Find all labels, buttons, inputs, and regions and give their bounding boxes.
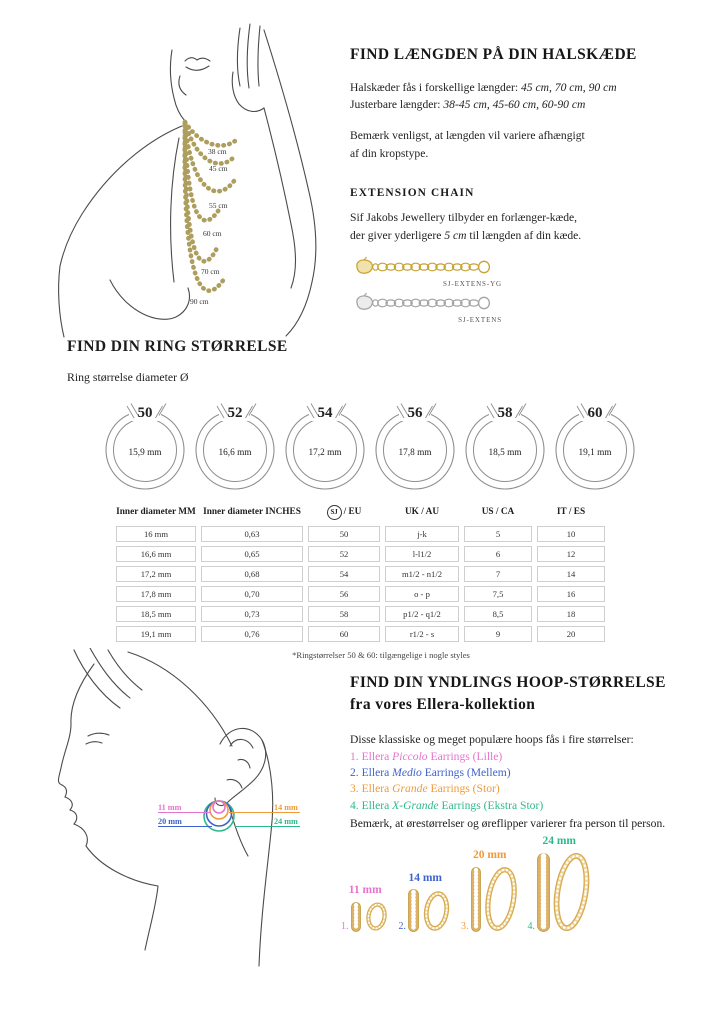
ring-size-diagram — [462, 394, 548, 492]
hoop-front-view — [483, 866, 519, 932]
hoop-front-view — [552, 852, 591, 932]
ring-inner-diameter: 18,5 mm — [488, 448, 522, 458]
hoop-side-view — [471, 867, 481, 932]
table-cell: 8,5 — [464, 606, 532, 622]
table-cell: 54 — [308, 566, 380, 582]
hoop-size-label: 11 mm — [158, 803, 182, 812]
table-cell: 12 — [537, 546, 605, 562]
hoop-title-line2: fra vores Ellera-kollektion — [350, 695, 536, 713]
table-cell: 0,68 — [201, 566, 303, 582]
table-cell: 14 — [537, 566, 605, 582]
hoop-products-row — [341, 828, 591, 932]
ring-size-number: 60 — [587, 405, 603, 421]
ring-size-number: 52 — [227, 405, 243, 421]
necklace-title: FIND LÆNGDEN PÅ DIN HALSKÆDE — [350, 46, 637, 63]
table-cell: 0,63 — [201, 526, 303, 542]
hoop-product-group — [399, 872, 453, 932]
hoop-size-label: 14 mm — [274, 803, 298, 812]
hoop-product-group — [461, 849, 519, 932]
hoop-product-size-label: 11 mm — [348, 884, 382, 896]
hoop-side-view — [408, 889, 419, 932]
table-cell: 0,76 — [201, 626, 303, 642]
table-cell: 0,70 — [201, 586, 303, 602]
necklace-length-label: 45 cm — [209, 164, 228, 173]
avail-label: Halskæder fås i forskellige længder: — [350, 80, 521, 94]
necklace-note — [350, 127, 695, 162]
ring-inner-diameter: 15,9 mm — [128, 448, 162, 458]
hoop-product-group — [528, 835, 592, 932]
ring-inner-diameter: 17,2 mm — [308, 448, 342, 458]
hoop-side-view — [537, 853, 550, 932]
adjust-values: 38-45 cm, 45-60 cm, 60-90 cm — [443, 98, 586, 112]
hoop-collection-item: 1. Ellera Piccolo Earrings (Lille) — [350, 749, 503, 763]
table-cell: 56 — [308, 586, 380, 602]
table-cell: 18,5 mm — [116, 606, 196, 622]
table-cell: 16 — [537, 586, 605, 602]
silver-chain-sku: SJ-EXTENS — [458, 316, 502, 325]
hoop-product-size-label: 14 mm — [408, 872, 443, 884]
extension-chain-title: EXTENSION CHAIN — [350, 187, 475, 200]
table-cell: 58 — [308, 606, 380, 622]
hoop-product-number: 2. — [398, 921, 406, 932]
necklace-length-label: 55 cm — [209, 201, 228, 210]
table-cell: p1/2 - q1/2 — [385, 606, 459, 622]
col-header-inches: Inner diameter INCHES — [203, 507, 301, 517]
ring-section-subtitle: Ring størrelse diameter Ø — [67, 370, 189, 384]
hoop-front-view — [421, 890, 452, 932]
table-cell: 9 — [464, 626, 532, 642]
necklace-section-text — [350, 44, 695, 324]
ring-size-diagram — [102, 394, 188, 492]
ring-table-footnote: *Ringstørrelser 50 & 60: tilgængelige i nogle styles — [292, 650, 470, 660]
table-cell: 7 — [464, 566, 532, 582]
table-cell: 6 — [464, 546, 532, 562]
extension-line1: Sif Jakobs Jewellery tilbyder en forlænger-kæde, — [350, 211, 578, 225]
hoop-product-group — [341, 884, 390, 932]
sj-eu-text: / EU — [343, 507, 362, 517]
hoop-product-images — [341, 901, 390, 932]
ring-size-number: 54 — [317, 405, 333, 421]
hoop-size-circle — [213, 801, 225, 813]
col-header-us-ca: US / CA — [481, 507, 515, 517]
ring-size-number: 56 — [407, 405, 423, 421]
sj-logo-badge: SJ — [327, 505, 342, 520]
lobster-clasp — [357, 260, 373, 273]
hoop-size-circle — [210, 801, 228, 819]
hoop-section-text — [350, 672, 712, 833]
hoop-size-list — [350, 749, 712, 814]
col-header-mm: Inner diameter MM — [116, 507, 196, 517]
table-cell: 5 — [464, 526, 532, 542]
hoop-product-size-label: 20 mm — [472, 849, 507, 861]
table-cell: 60 — [308, 626, 380, 642]
end-ring — [479, 298, 490, 309]
table-cell: 52 — [308, 546, 380, 562]
extension-line2-pre: der giver yderligere — [350, 228, 445, 242]
table-cell: 7,5 — [464, 586, 532, 602]
ring-inner-diameter: 19,1 mm — [578, 448, 612, 458]
hoop-size-label: 24 mm — [274, 817, 298, 826]
ring-size-number: 58 — [497, 405, 513, 421]
necklace-length-label: 70 cm — [201, 267, 220, 276]
hoop-size-circles — [158, 801, 300, 831]
table-cell: r1/2 - s — [385, 626, 459, 642]
hoop-collection-item: 4. Ellera X-Grande Earrings (Ekstra Stor) — [350, 798, 544, 812]
note-line2: af din kropstype. — [350, 146, 429, 160]
hoop-ear-illustration — [52, 648, 352, 973]
table-cell: m1/2 - n1/2 — [385, 566, 459, 582]
extension-line2-post: til længden af din kæde. — [466, 228, 582, 242]
ring-size-table-wrap — [116, 502, 608, 660]
avail-values: 45 cm, 70 cm, 90 cm — [520, 80, 617, 94]
ring-inner-diameter: 17,8 mm — [398, 448, 432, 458]
table-cell: 50 — [308, 526, 380, 542]
hoop-size-label: 20 mm — [158, 817, 182, 826]
hoop-product-images — [528, 852, 592, 932]
ring-inner-diameter: 16,6 mm — [218, 448, 252, 458]
col-header-uk-au: UK / AU — [404, 507, 440, 517]
table-cell: j-k — [385, 526, 459, 542]
ring-size-diagram — [192, 394, 278, 492]
gold-extension-chain-image — [350, 255, 491, 279]
ring-size-diagram — [372, 394, 458, 492]
table-cell: l-l1/2 — [385, 546, 459, 562]
table-cell: 19,1 mm — [116, 626, 196, 642]
table-cell: 16,6 mm — [116, 546, 196, 562]
hoop-product-number: 3. — [461, 921, 469, 932]
adjust-label: Justerbare længder: — [350, 98, 444, 112]
woman-outline — [59, 24, 316, 337]
ring-size-diagram — [552, 394, 638, 492]
hoop-product-size-label: 24 mm — [542, 835, 577, 847]
table-cell: 18 — [537, 606, 605, 622]
ring-diagrams-row — [102, 394, 638, 492]
necklace-length-label: 60 cm — [203, 229, 222, 238]
table-cell: 20 — [537, 626, 605, 642]
lobster-clasp — [357, 296, 373, 309]
hoop-note: Bemærk, at ørestørrelser og øreflipper varierer fra person til person. — [350, 816, 666, 830]
hoop-side-view — [351, 902, 361, 932]
ring-size-diagram — [282, 394, 368, 492]
necklace-lengths-text — [350, 79, 695, 114]
hoop-title-line1: FIND DIN YNDLINGS HOOP-STØRRELSE — [350, 674, 666, 691]
end-ring — [479, 262, 490, 273]
table-cell: 17,8 mm — [116, 586, 196, 602]
note-line1: Bemærk venligst, at længden vil variere afhængigt — [350, 128, 585, 142]
extension-line2-em: 5 cm — [444, 228, 467, 242]
necklace-length-illustration — [52, 22, 352, 340]
ring-size-number: 50 — [137, 405, 153, 421]
table-cell: 10 — [537, 526, 605, 542]
table-cell: 0,65 — [201, 546, 303, 562]
table-cell: o - p — [385, 586, 459, 602]
ring-section-title: FIND DIN RING STØRRELSE — [67, 338, 288, 355]
hoop-collection-item: 2. Ellera Medio Earrings (Mellem) — [350, 766, 511, 780]
hoop-product-images — [461, 866, 519, 932]
table-cell: 0,73 — [201, 606, 303, 622]
necklace-length-label: 90 cm — [190, 297, 209, 306]
col-header-sj-eu — [308, 502, 380, 522]
hoop-product-number: 4. — [527, 921, 535, 932]
hoop-collection-item: 3. Ellera Grande Earrings (Stor) — [350, 782, 500, 796]
table-cell: 17,2 mm — [116, 566, 196, 582]
ring-size-table — [116, 502, 608, 642]
extension-chain-text — [350, 209, 695, 244]
silver-extension-chain-image — [350, 291, 491, 315]
necklace-length-label: 38 cm — [208, 147, 227, 156]
hoop-intro: Disse klassiske og meget populære hoops fås i fire størrelser: — [350, 733, 634, 747]
table-cell: 16 mm — [116, 526, 196, 542]
gold-chain-sku: SJ-EXTENS-YG — [442, 280, 502, 289]
hoop-product-number: 1. — [341, 921, 349, 932]
col-header-it-es: IT / ES — [556, 507, 586, 517]
hoop-product-images — [399, 889, 453, 932]
hoop-front-view — [363, 901, 390, 932]
